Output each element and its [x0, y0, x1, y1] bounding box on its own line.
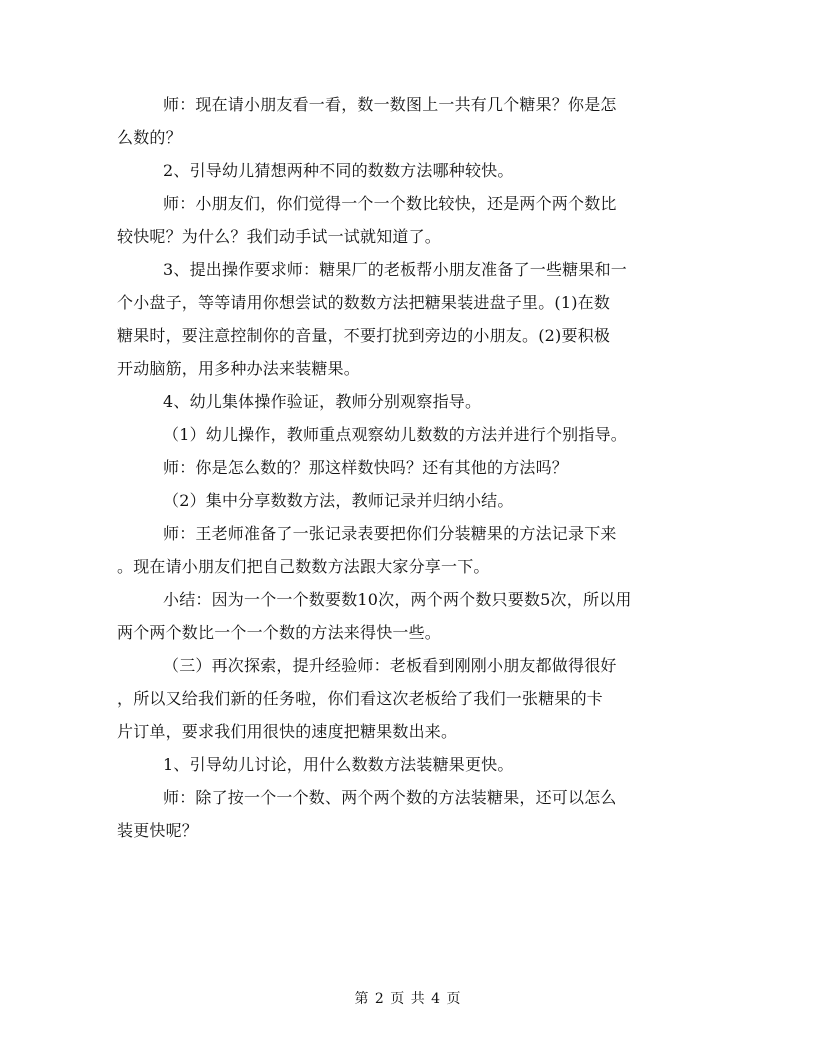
text-line: 小结：因为一个一个数要数10次，两个两个数只要数5次，所以用: [163, 590, 632, 609]
text-line: 么数的？: [117, 128, 182, 147]
text-line: 3、提出操作要求师：糖果厂的老板帮小朋友准备了一些糖果和一: [163, 260, 627, 279]
text-line: 片订单，要求我们用很快的速度把糖果数出来。: [117, 722, 458, 741]
text-line: 师：现在请小朋友看一看，数一数图上一共有几个糖果？你是怎: [163, 95, 617, 114]
text-line: 两个两个数比一个一个数的方法来得快一些。: [117, 623, 442, 642]
text-line: 装更快呢？: [117, 821, 199, 840]
text-line: 师：除了按一个一个数、两个两个数的方法装糖果，还可以怎么: [163, 788, 617, 807]
text-line: 4、幼儿集体操作验证，教师分别观察指导。: [163, 392, 482, 411]
text-line: 1、引导幼儿讨论，用什么数数方法装糖果更快。: [163, 755, 514, 774]
text-line: （三）再次探索，提升经验师：老板看到刚刚小朋友都做得很好: [163, 656, 617, 675]
page-footer: 第 2 页 共 4 页: [354, 991, 462, 1007]
text-line: 糖果时，要注意控制你的音量，不要打扰到旁边的小朋友。(2)要积极: [117, 326, 611, 345]
text-line: 个小盘子，等等请用你想尝试的数数方法把糖果装进盘子里。(1)在数: [117, 293, 611, 312]
text-line: （1）幼儿操作，教师重点观察幼儿数数的方法并进行个别指导。: [163, 425, 627, 444]
text-line: （2）集中分享数数方法，教师记录并归纳小结。: [163, 491, 514, 510]
text-line: 。现在请小朋友们把自己数数方法跟大家分享一下。: [117, 557, 490, 576]
text-line: 开动脑筋，用多种办法来装糖果。: [117, 359, 361, 378]
text-line: 师：小朋友们，你们觉得一个一个数比较快，还是两个两个数比: [163, 194, 617, 213]
document-body: [117, 94, 695, 853]
text-line: 师：你是怎么数的？那这样数快吗？还有其他的方法吗？: [163, 458, 569, 477]
text-line: 较快呢？为什么？我们动手试一试就知道了。: [117, 227, 442, 246]
text-line: 2、引导幼儿猜想两种不同的数数方法哪种较快。: [163, 161, 514, 180]
text-line: ，所以又给我们新的任务啦，你们看这次老板给了我们一张糖果的卡: [117, 689, 604, 708]
text-line: 师：王老师准备了一张记录表要把你们分装糖果的方法记录下来: [163, 524, 617, 543]
